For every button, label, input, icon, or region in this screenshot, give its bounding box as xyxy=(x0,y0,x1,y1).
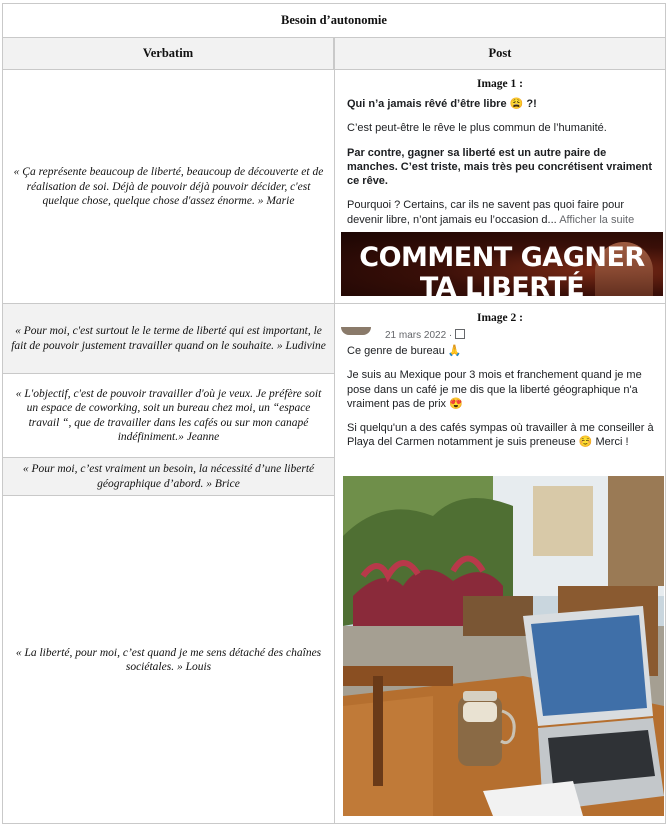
post2-cell xyxy=(335,304,665,824)
post2-paragraph-1: Je suis au Mexique pour 3 mois et franchement quand je me pose dans un café je me dis que la liberté géographique n'a vraiment pas de prix 😍 xyxy=(347,369,642,410)
post1-card xyxy=(347,97,657,227)
table-title: Besoin d’autonomie xyxy=(3,4,665,38)
verbatim-brice: « Pour moi, c’est vraiment un besoin, la nécessité d’une liberté géographique d’abord. » Brice xyxy=(3,458,334,496)
post2-paragraph-2: Si quelqu'un a des cafés sympas où travailler à me conseiller à Playa del Carmen notamment je suis preneuse ☺️ Merci ! xyxy=(347,422,654,449)
banner-line-1: COMMENT GAGNER xyxy=(359,242,645,273)
verbatim-louis: « La liberté, pour moi, c’est quand je me sens détaché des chaînes sociétales. » Louis xyxy=(15,646,322,673)
cafe-scene-illustration xyxy=(343,476,664,816)
post1-caption: Image 1 : xyxy=(477,78,523,90)
see-more-link[interactable]: Afficher la suite xyxy=(559,213,635,226)
avatar xyxy=(341,327,371,335)
banner-line-2: TA LIBERTÉ xyxy=(419,272,585,296)
autonomy-table xyxy=(2,3,666,824)
heart-eyes-emoji-icon: 😍 xyxy=(449,397,463,410)
post1-paragraph-3: Pourquoi ? Certains, car ils ne savent pas quoi faire pour devenir libre, n’ont jamais eu l’occasion d... Afficher la suite xyxy=(347,199,635,226)
post1-cell xyxy=(335,71,665,304)
cafe-photo xyxy=(343,476,664,816)
post1-banner-image xyxy=(341,232,663,296)
post2-caption: Image 2 : xyxy=(477,312,523,324)
audience-icon xyxy=(455,329,465,339)
column-header-verbatim: Verbatim xyxy=(3,38,334,70)
post1-paragraph-2: Par contre, gagner sa liberté est un autre paire de manches. C’est triste, mais très peu concrétisent vraiment ce rêve. xyxy=(347,146,653,188)
post2-meta: 21 mars 2022 · xyxy=(385,329,465,342)
tired-face-emoji-icon: 😩 xyxy=(509,98,524,110)
verbatim-jeanne: « L'objectif, c'est de pouvoir travailler d'où je veux. Je préfère soit un espace de coworking, soit un bureau chez moi, un “espace travail “, que de travailler dans les cafés ou sur mon canapé indéfiniment.» Jeanne xyxy=(3,374,334,458)
verbatim-ludivine: « Pour moi, c'est surtout le le terme de liberté qui est important, le fait de pouvoir justement travailler quand on le souhaite. » Ludivine xyxy=(3,304,334,374)
verbatim-marie: « Ça représente beaucoup de liberté, beaucoup de découverte et de réalisation de soi. Déjà de pouvoir déjà pouvoir décider, c'est quelque chose, quelque chose d'assez énorme. » Marie xyxy=(3,71,334,304)
post1-headline: Qui n’a jamais rêvé d’être libre 😩 ?! xyxy=(347,98,537,110)
post1-paragraph-1: C’est peut-être le rêve le plus commun de l’humanité. xyxy=(347,122,607,135)
column-header-post: Post xyxy=(335,38,665,70)
smiling-emoji-icon: ☺️ xyxy=(578,436,593,449)
post2-card xyxy=(341,327,663,475)
folded-hands-emoji-icon: 🙏 xyxy=(447,345,462,357)
post2-body xyxy=(347,344,659,450)
post2-line-1: Ce genre de bureau 🙏 xyxy=(347,345,462,357)
